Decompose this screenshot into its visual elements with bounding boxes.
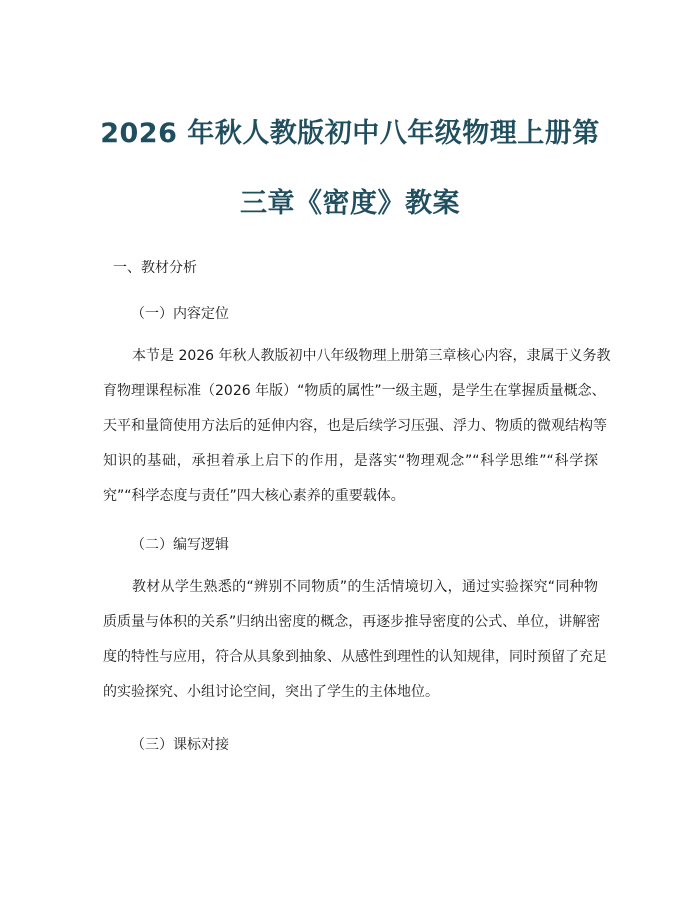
paragraph-line: 究”“科学态度与责任”四大核心素养的重要载体。 [103, 488, 405, 504]
paragraph-line: 教材从学生熟悉的“辨别不同物质”的生活情境切入，通过实验探究“同种物 [132, 579, 598, 595]
paragraph-content-positioning [103, 346, 611, 506]
subsection-heading-writing-logic: （二）编写逻辑 [131, 537, 229, 553]
paragraph-writing-logic [103, 577, 607, 702]
paragraph-line: 育物理课程标准（2026 年版）“物质的属性”一级主题，是学生在掌握质量概念、 [103, 383, 606, 399]
subsection-heading-content-positioning: （一）内容定位 [131, 306, 229, 322]
paragraph-line: 知识的基础，承担着承上启下的作用，是落实“物理观念”“科学思维”“科学探 [103, 453, 598, 469]
section-heading-textbook-analysis: 一、教材分析 [113, 260, 197, 276]
paragraph-line: 本节是 2026 年秋人教版初中八年级物理上册第三章核心内容，隶属于义务教 [132, 348, 611, 364]
paragraph-line: 度的特性与应用，符合从具象到抽象、从感性到理性的认知规律，同时预留了充足 [103, 649, 607, 665]
document-title-line-2: 三章《密度》教案 [240, 188, 460, 219]
document-title-line-1: 2026 年秋人教版初中八年级物理上册第 [100, 118, 600, 149]
paragraph-line: 的实验探究、小组讨论空间，突出了学生的主体地位。 [103, 684, 439, 700]
paragraph-line: 天平和量筒使用方法后的延伸内容，也是后续学习压强、浮力、物质的微观结构等 [103, 418, 607, 434]
subsection-heading-curriculum-alignment: （三）课标对接 [131, 737, 229, 753]
paragraph-line: 质质量与体积的关系”归纳出密度的概念，再逐步推导密度的公式、单位，讲解密 [103, 614, 601, 630]
